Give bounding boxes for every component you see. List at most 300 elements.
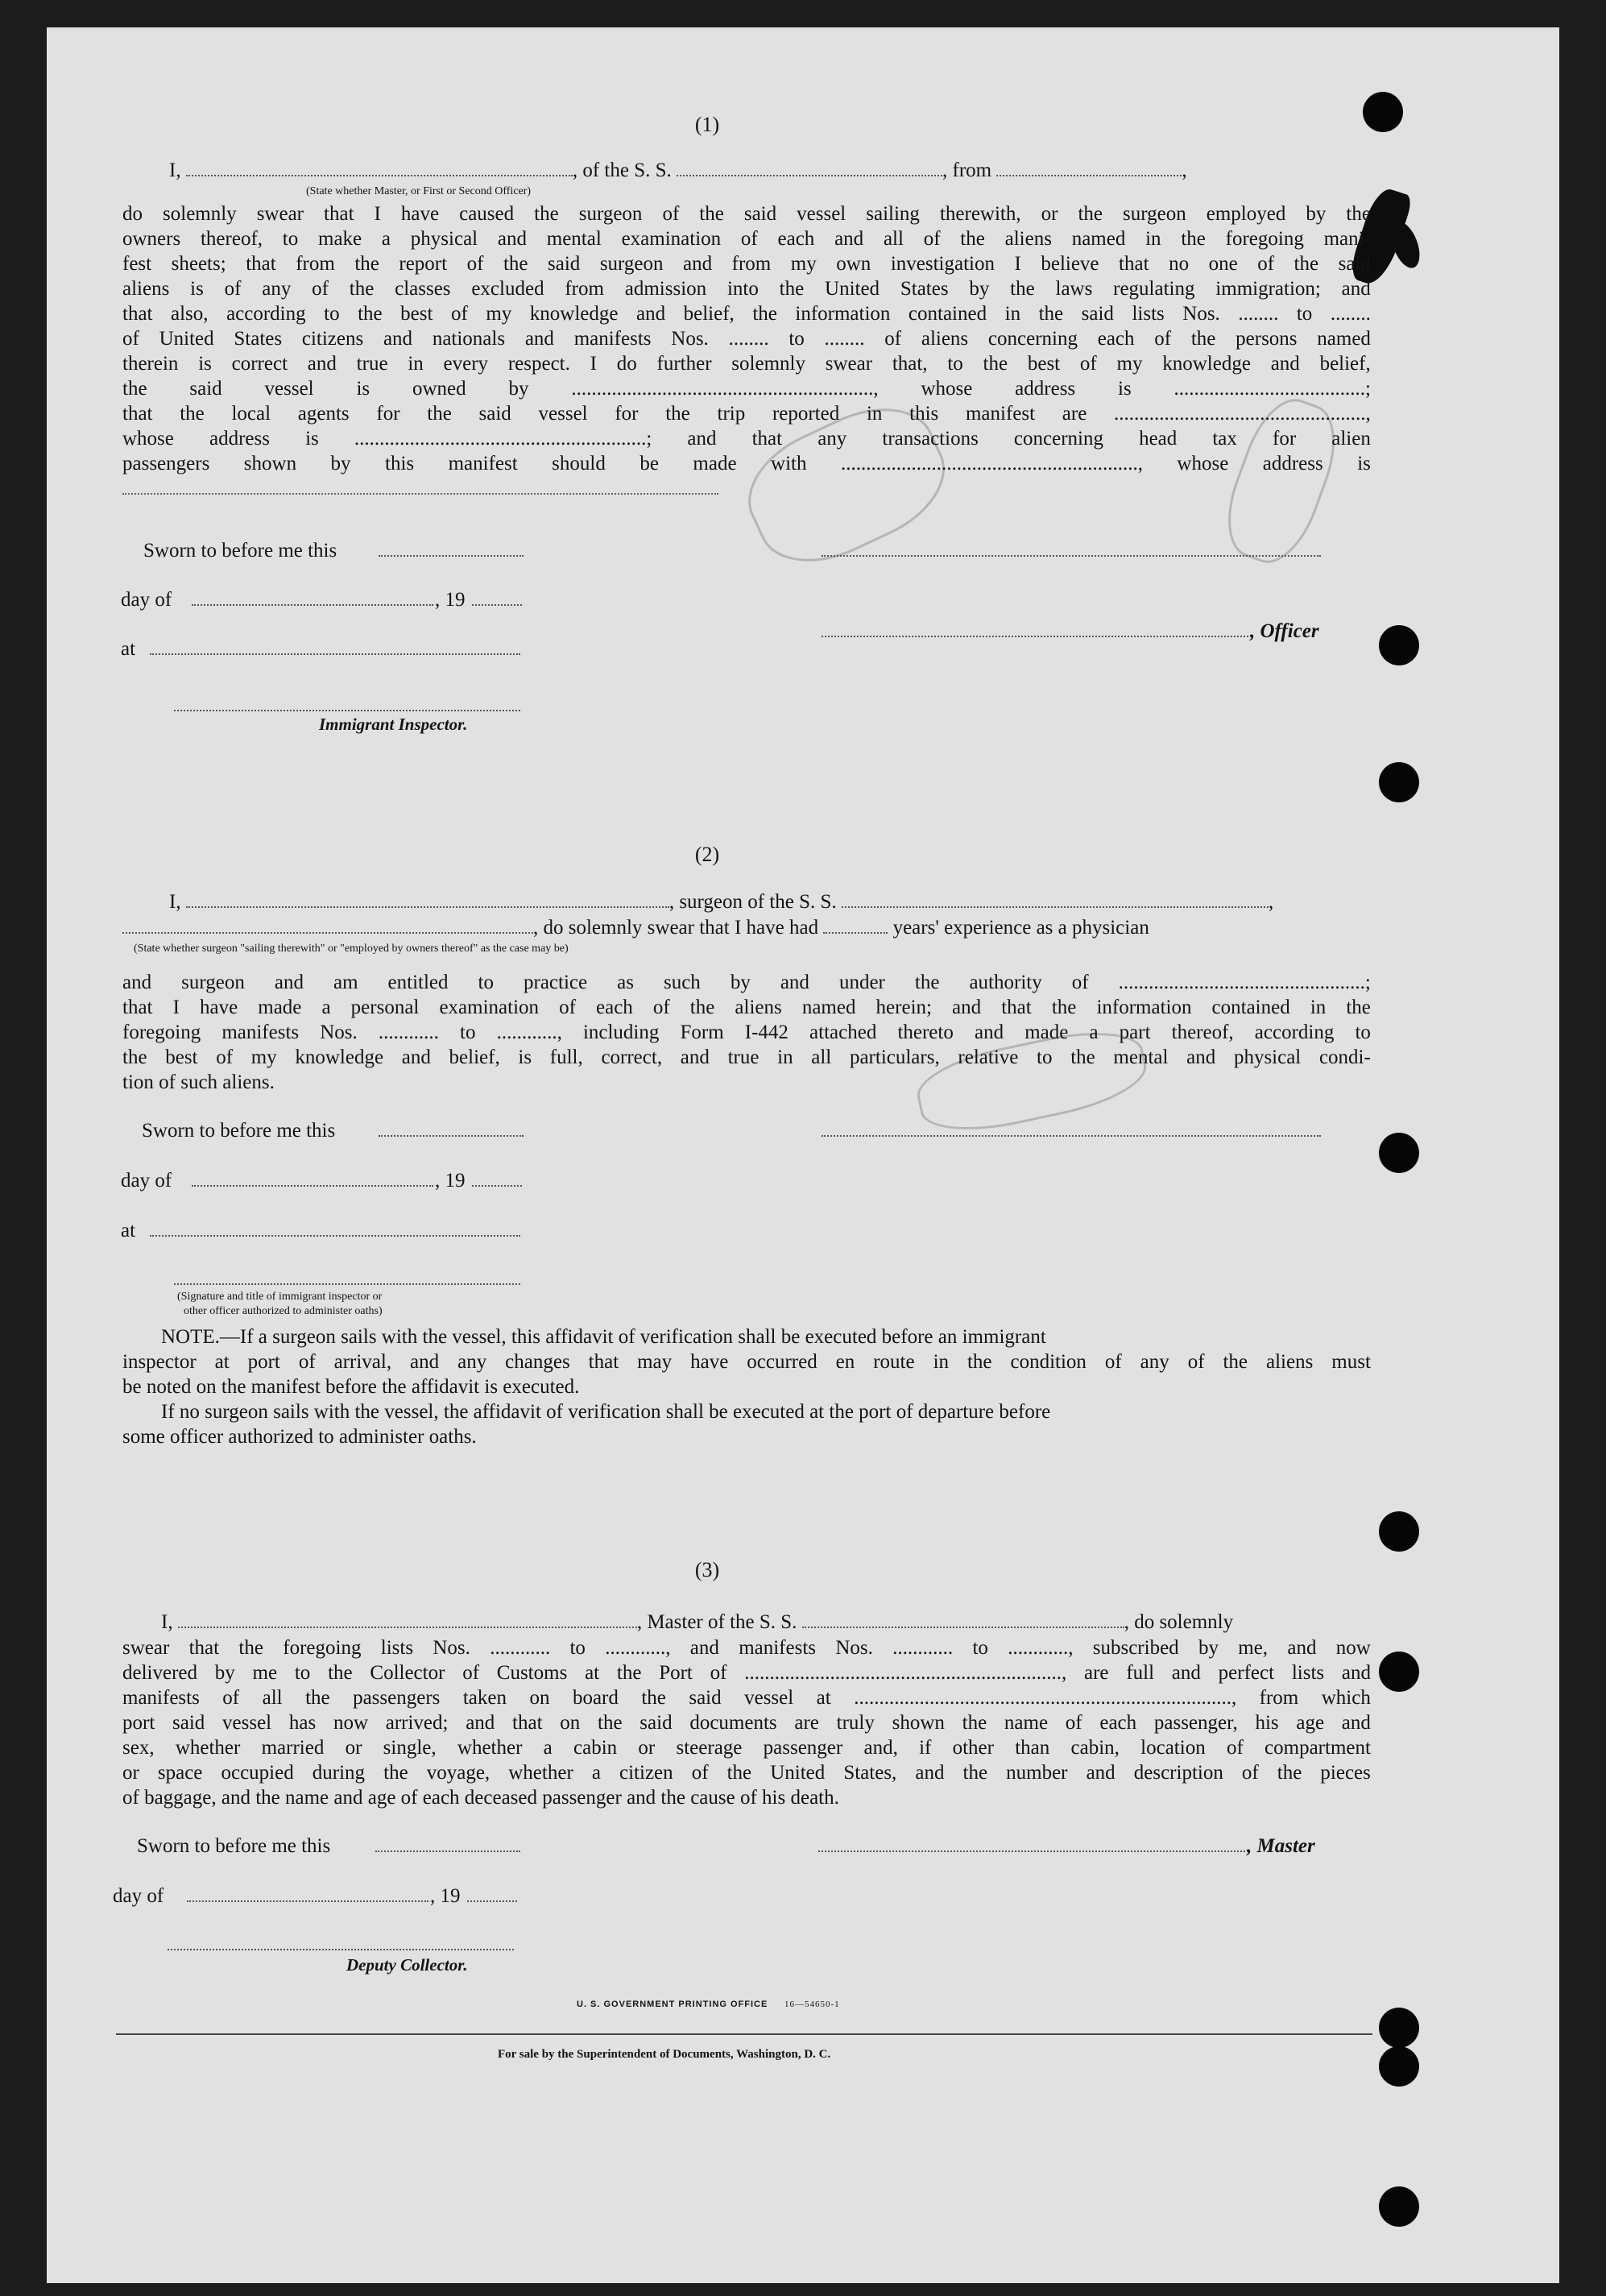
section-3-body-line bbox=[122, 1635, 1371, 1660]
experience-label: years' experience as a physician bbox=[892, 917, 1149, 939]
word: to bbox=[1037, 1046, 1053, 1068]
word: of bbox=[691, 1762, 709, 1784]
word: ..........................................................; bbox=[354, 428, 652, 450]
word: address bbox=[1262, 453, 1323, 475]
word: Nos. bbox=[835, 1637, 873, 1659]
word: the bbox=[1078, 203, 1103, 225]
word: surgeon bbox=[599, 253, 664, 275]
word: that bbox=[751, 428, 783, 450]
vessel-name-field[interactable] bbox=[802, 1612, 1124, 1628]
word: report bbox=[399, 253, 448, 275]
word: solemnly bbox=[163, 203, 237, 225]
word: arrived; bbox=[385, 1712, 449, 1734]
word: than bbox=[1015, 1737, 1050, 1759]
section-1-body-line bbox=[122, 376, 1371, 401]
officer-name-field[interactable] bbox=[186, 160, 573, 176]
section-2-body-line bbox=[122, 995, 1371, 1020]
word: am bbox=[333, 972, 358, 993]
word: married bbox=[261, 1737, 325, 1759]
word: passenger bbox=[763, 1737, 843, 1759]
word: in bbox=[1145, 228, 1161, 250]
word: therein bbox=[122, 353, 179, 375]
word: be bbox=[640, 453, 659, 475]
word: belief, bbox=[1319, 353, 1371, 375]
word: Collector bbox=[370, 1662, 445, 1684]
word: and bbox=[974, 1022, 1004, 1043]
word: pieces bbox=[1320, 1762, 1371, 1784]
word: ............ bbox=[490, 1637, 551, 1659]
word: manifests bbox=[573, 328, 652, 350]
word: the bbox=[1010, 278, 1035, 300]
years-field[interactable] bbox=[823, 918, 888, 934]
word: and bbox=[466, 1712, 495, 1734]
word: the bbox=[966, 1351, 992, 1373]
word: the bbox=[962, 1762, 988, 1784]
word: and, bbox=[863, 1737, 898, 1759]
word: own bbox=[836, 253, 871, 275]
word: at bbox=[214, 1351, 230, 1373]
word: that bbox=[588, 1351, 619, 1373]
word: transactions bbox=[882, 428, 979, 450]
word: aliens bbox=[122, 278, 170, 300]
word: and bbox=[1341, 1662, 1371, 1684]
word: further bbox=[656, 353, 712, 375]
word: occurred bbox=[747, 1351, 817, 1373]
punctuation: , bbox=[1268, 891, 1274, 913]
section-1-body-line bbox=[122, 451, 1371, 476]
sworn-label: Sworn to before me this bbox=[142, 1120, 336, 1142]
section-1-caption: (State whether Master, or First or Second Officer) bbox=[306, 185, 532, 197]
word: concerning bbox=[987, 328, 1078, 350]
sworn-label: Sworn to before me this bbox=[137, 1835, 331, 1857]
word: delivered bbox=[122, 1662, 198, 1684]
word: employed bbox=[1206, 203, 1286, 225]
word: or bbox=[1041, 203, 1058, 225]
word: the bbox=[1038, 303, 1064, 325]
word: examination bbox=[439, 997, 540, 1018]
word: according bbox=[226, 303, 306, 325]
word: the bbox=[1293, 253, 1319, 275]
word: personal bbox=[350, 997, 420, 1018]
from-port-field[interactable] bbox=[996, 160, 1182, 176]
word: solemnly bbox=[731, 353, 805, 375]
word: of bbox=[1079, 353, 1097, 375]
word: in bbox=[408, 353, 424, 375]
word: said bbox=[172, 1712, 205, 1734]
word: me, bbox=[1238, 1637, 1269, 1659]
word: do bbox=[616, 353, 637, 375]
word: of bbox=[1241, 1762, 1259, 1784]
word: his bbox=[1255, 1712, 1279, 1734]
word: for bbox=[376, 403, 400, 425]
officer-title-field[interactable] bbox=[822, 619, 1248, 644]
word: ............, bbox=[1008, 1637, 1074, 1659]
word: each bbox=[777, 228, 815, 250]
word: true bbox=[356, 353, 388, 375]
word: that bbox=[122, 403, 153, 425]
word: surgeon bbox=[578, 203, 643, 225]
word: ............................................................, bbox=[571, 378, 879, 400]
punch-hole bbox=[1363, 92, 1403, 132]
word: no bbox=[1169, 253, 1190, 275]
word: a bbox=[591, 1762, 601, 1784]
word: ............, bbox=[605, 1637, 671, 1659]
word: by bbox=[1198, 1637, 1219, 1659]
word: and bbox=[1186, 1046, 1216, 1068]
word: immigration; bbox=[1215, 278, 1321, 300]
word: attached bbox=[809, 1022, 877, 1043]
word: taken bbox=[462, 1687, 507, 1709]
word: practice bbox=[524, 972, 588, 993]
word: condition bbox=[1010, 1351, 1087, 1373]
word: of bbox=[466, 253, 484, 275]
word: ..............................................................., bbox=[744, 1662, 1067, 1684]
word: is bbox=[1118, 378, 1132, 400]
word: at bbox=[816, 1687, 831, 1709]
word: to bbox=[294, 1662, 311, 1684]
year-field[interactable] bbox=[467, 1884, 517, 1908]
punch-hole bbox=[1379, 625, 1419, 665]
surgeon-signature-line[interactable] bbox=[822, 1118, 1321, 1143]
word: a bbox=[381, 228, 391, 250]
word: full, bbox=[549, 1046, 583, 1068]
pronoun-label: I, bbox=[161, 1611, 173, 1633]
word: number bbox=[1006, 1762, 1068, 1784]
word: according bbox=[1254, 1022, 1335, 1043]
section-3-body-line bbox=[122, 1660, 1371, 1685]
swear-label: , do solemnly swear that I have had bbox=[533, 917, 819, 939]
word: authority bbox=[969, 972, 1042, 993]
inspector-signature-line[interactable] bbox=[174, 1266, 520, 1291]
word: occupied bbox=[221, 1762, 294, 1784]
word: ............ bbox=[892, 1637, 954, 1659]
word: cabin, bbox=[1070, 1737, 1120, 1759]
word: I bbox=[1014, 253, 1021, 275]
word: therewith, bbox=[939, 203, 1021, 225]
punch-hole bbox=[1379, 2186, 1419, 2227]
word: my bbox=[1116, 353, 1143, 375]
word: and bbox=[683, 253, 713, 275]
word: all bbox=[883, 228, 904, 250]
word: aliens bbox=[1004, 228, 1052, 250]
word: the bbox=[752, 303, 777, 325]
word: to bbox=[1355, 1022, 1371, 1043]
word: port bbox=[247, 1351, 280, 1373]
word: from bbox=[565, 278, 604, 300]
word: voyage, bbox=[426, 1762, 490, 1784]
year-field[interactable] bbox=[472, 1168, 522, 1193]
word: inspector bbox=[122, 1351, 197, 1373]
word: every bbox=[443, 353, 489, 375]
word: and bbox=[524, 328, 554, 350]
word: citizens bbox=[301, 328, 364, 350]
word: made bbox=[258, 997, 302, 1018]
word: the bbox=[427, 403, 452, 425]
word: and bbox=[952, 997, 982, 1018]
word: cabin bbox=[573, 1737, 618, 1759]
word: physical bbox=[410, 228, 478, 250]
word: all bbox=[262, 1687, 283, 1709]
word: the bbox=[1346, 203, 1371, 225]
section-1-body-line bbox=[122, 201, 1371, 226]
form-number: 16—54650-1 bbox=[784, 2000, 840, 2009]
word: said bbox=[689, 1687, 722, 1709]
word: excluded bbox=[471, 278, 544, 300]
word: sailing bbox=[866, 203, 920, 225]
word: believe bbox=[1041, 253, 1099, 275]
word: en bbox=[835, 1351, 855, 1373]
word: and bbox=[915, 1762, 945, 1784]
sworn-date-field[interactable] bbox=[379, 538, 524, 563]
word: thereof, bbox=[1171, 1022, 1234, 1043]
section-3-body-line bbox=[122, 1760, 1371, 1785]
word: Nos. bbox=[671, 328, 709, 350]
year-label: , 19 bbox=[430, 1885, 461, 1907]
word: investigation bbox=[890, 253, 995, 275]
officer-signature-line[interactable] bbox=[822, 538, 1321, 563]
section-2-caption: (State whether surgeon "sailing therewith" or "employed by owners thereof" as the case may be) bbox=[134, 943, 569, 955]
word: and bbox=[636, 303, 666, 325]
year-label: , 19 bbox=[435, 1170, 466, 1192]
word: and bbox=[497, 228, 527, 250]
sworn-date-field[interactable] bbox=[375, 1834, 520, 1859]
word: best bbox=[1027, 353, 1061, 375]
word: correct, bbox=[601, 1046, 663, 1068]
day-of-field[interactable] bbox=[192, 1168, 433, 1193]
word: the bbox=[1223, 1351, 1248, 1373]
from-label: , from bbox=[942, 160, 992, 181]
word: is bbox=[1357, 453, 1371, 475]
master-name-field[interactable] bbox=[178, 1612, 637, 1628]
master-signature-line[interactable] bbox=[818, 1834, 1245, 1859]
word: changes bbox=[505, 1351, 570, 1373]
word: manifest bbox=[965, 403, 1036, 425]
word: herein; bbox=[875, 997, 932, 1018]
word: shown bbox=[892, 1712, 945, 1734]
word: the bbox=[689, 997, 715, 1018]
word: or bbox=[345, 1737, 362, 1759]
word: local bbox=[231, 403, 271, 425]
word: into bbox=[726, 278, 759, 300]
word: mental bbox=[1113, 1046, 1169, 1068]
note-line bbox=[122, 1349, 1371, 1374]
word: such bbox=[663, 972, 701, 993]
word: to bbox=[460, 1022, 476, 1043]
word: have bbox=[400, 203, 440, 225]
word: the bbox=[305, 1687, 330, 1709]
word: entitled bbox=[387, 972, 449, 993]
word: that bbox=[122, 303, 153, 325]
word: in bbox=[777, 1046, 793, 1068]
word: correct bbox=[231, 353, 288, 375]
section-1-body-line bbox=[122, 401, 1371, 426]
word: manifests bbox=[739, 1637, 817, 1659]
word: lists bbox=[380, 1637, 414, 1659]
word: each bbox=[1097, 328, 1135, 350]
word: owned bbox=[412, 378, 466, 400]
word: ........ bbox=[728, 328, 769, 350]
word: whether bbox=[457, 1737, 523, 1759]
word: in bbox=[1310, 997, 1327, 1018]
word: of bbox=[1226, 1737, 1244, 1759]
surgeon-status-field[interactable] bbox=[122, 918, 533, 934]
word: admission bbox=[624, 278, 707, 300]
word: compartment bbox=[1265, 1737, 1371, 1759]
word: of bbox=[122, 328, 139, 350]
word: thereto bbox=[897, 1022, 954, 1043]
word: also, bbox=[171, 303, 209, 325]
word: States, bbox=[843, 1762, 897, 1784]
word: from bbox=[296, 253, 335, 275]
word: of bbox=[216, 1046, 234, 1068]
word: swear bbox=[825, 353, 873, 375]
word: of bbox=[298, 1351, 316, 1373]
surgeon-name-field[interactable] bbox=[186, 892, 669, 908]
note-text: —If a surgeon sails with the vessel, this affidavit of verification shall be executed before an immigrant bbox=[219, 1326, 1046, 1348]
word: belief, bbox=[449, 1046, 500, 1068]
word: true bbox=[727, 1046, 760, 1068]
word: of bbox=[1154, 328, 1172, 350]
year-field[interactable] bbox=[472, 587, 522, 612]
word: I bbox=[172, 997, 180, 1018]
word: that bbox=[188, 1637, 220, 1659]
word: in bbox=[1004, 303, 1021, 325]
word: is bbox=[198, 353, 212, 375]
footer-rule bbox=[116, 2033, 1372, 2035]
word: lists bbox=[1132, 303, 1165, 325]
word: States bbox=[900, 278, 949, 300]
word: best bbox=[400, 303, 433, 325]
vessel-name-field[interactable] bbox=[842, 892, 1269, 908]
day-of-field[interactable] bbox=[187, 1884, 428, 1908]
day-of-label: day of bbox=[121, 589, 172, 611]
word: to bbox=[789, 328, 805, 350]
section-1-body-line bbox=[122, 226, 1371, 251]
section-1-body-line bbox=[122, 326, 1371, 351]
signature-caption-line: (Signature and title of immigrant inspector or bbox=[177, 1291, 383, 1303]
word: by bbox=[730, 972, 751, 993]
punch-hole bbox=[1379, 2008, 1419, 2048]
word: manifests bbox=[221, 1022, 300, 1043]
word: the bbox=[983, 353, 1008, 375]
word: by bbox=[1306, 203, 1327, 225]
word: subscribed bbox=[1092, 1637, 1179, 1659]
do-solemnly-label: , do solemnly bbox=[1124, 1611, 1234, 1633]
word: the bbox=[180, 403, 205, 425]
word: thereof, bbox=[200, 228, 263, 250]
word: physical bbox=[1233, 1046, 1302, 1068]
word: mental bbox=[546, 228, 602, 250]
section-2-body-line bbox=[122, 1045, 1371, 1070]
word: if bbox=[919, 1737, 932, 1759]
word: full bbox=[1126, 1662, 1155, 1684]
word: name bbox=[1004, 1712, 1049, 1734]
word: or bbox=[638, 1737, 656, 1759]
word: part bbox=[1119, 1022, 1151, 1043]
sworn-date-field[interactable] bbox=[379, 1118, 524, 1143]
word: head bbox=[1139, 428, 1178, 450]
word: passengers bbox=[122, 453, 210, 475]
word: under bbox=[838, 972, 885, 993]
word: manifests bbox=[122, 1687, 200, 1709]
word: the bbox=[328, 1662, 353, 1684]
word: best bbox=[165, 1046, 198, 1068]
punch-hole bbox=[1379, 1511, 1419, 1552]
word: now bbox=[333, 1712, 368, 1734]
word: ......................................; bbox=[1173, 378, 1371, 400]
word: for bbox=[615, 403, 639, 425]
word: of bbox=[710, 1662, 727, 1684]
word: the bbox=[616, 1662, 642, 1684]
section-2-body-line: tion of such aliens. bbox=[122, 1071, 275, 1093]
word: citizen bbox=[619, 1762, 673, 1784]
at-field[interactable] bbox=[150, 636, 520, 661]
word: and bbox=[834, 228, 864, 250]
word: belief, bbox=[683, 303, 735, 325]
word: ........ bbox=[1330, 303, 1371, 325]
word: and bbox=[1341, 278, 1371, 300]
word: is bbox=[305, 428, 319, 450]
word: the bbox=[665, 403, 690, 425]
master-label: , Master bbox=[1247, 1835, 1315, 1857]
section-3-first-line bbox=[161, 1610, 1371, 1635]
printing-office-imprint: U. S. GOVERNMENT PRINTING OFFICE bbox=[577, 2000, 768, 2009]
word: that bbox=[324, 203, 354, 225]
deputy-collector-label: Deputy Collector. bbox=[346, 1955, 468, 1975]
signature-caption-line: other officer authorized to administer oaths) bbox=[184, 1305, 383, 1317]
immigrant-inspector-label: Immigrant Inspector. bbox=[319, 715, 468, 734]
officer-label: , Officer bbox=[1250, 620, 1319, 642]
word: the bbox=[1181, 228, 1206, 250]
word: and bbox=[1171, 1662, 1201, 1684]
word: of bbox=[1071, 972, 1089, 993]
word: Nos. bbox=[320, 1022, 358, 1043]
word: any bbox=[457, 1351, 487, 1373]
punch-hole bbox=[1379, 2046, 1419, 2087]
word: respect. bbox=[507, 353, 570, 375]
word: of bbox=[450, 303, 468, 325]
word: port bbox=[122, 1712, 155, 1734]
word: address bbox=[1015, 378, 1076, 400]
at-field[interactable] bbox=[150, 1218, 520, 1243]
year-label: , 19 bbox=[435, 589, 466, 611]
word: that bbox=[1119, 253, 1149, 275]
word: my bbox=[250, 1046, 277, 1068]
day-of-field[interactable] bbox=[192, 587, 433, 612]
word: Nos. bbox=[1182, 303, 1220, 325]
note-line: some officer authorized to administer oaths. bbox=[122, 1426, 477, 1448]
word: as bbox=[617, 972, 634, 993]
word: during bbox=[312, 1762, 366, 1784]
word: the bbox=[598, 1712, 623, 1734]
word: other bbox=[952, 1737, 994, 1759]
word: said bbox=[548, 253, 581, 275]
word: is bbox=[190, 278, 204, 300]
word: of bbox=[884, 328, 902, 350]
word: aliens bbox=[735, 997, 782, 1018]
word: on bbox=[560, 1712, 581, 1734]
word: said bbox=[478, 403, 511, 425]
word: the bbox=[238, 1637, 263, 1659]
word: the bbox=[503, 253, 528, 275]
word: that bbox=[512, 1712, 543, 1734]
word: ............, bbox=[496, 1022, 562, 1043]
word: foregoing bbox=[1225, 228, 1304, 250]
word: information bbox=[795, 303, 891, 325]
vessel-name-field[interactable] bbox=[677, 160, 942, 176]
word: each bbox=[1099, 1712, 1137, 1734]
word: surgeon bbox=[1123, 203, 1186, 225]
